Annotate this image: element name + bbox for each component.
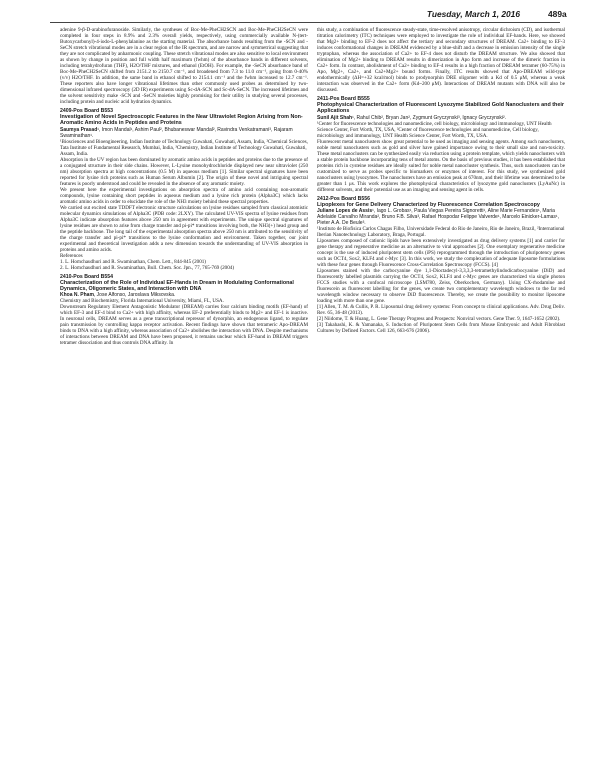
board-label: 2412-Pos Board B556 — [317, 195, 371, 202]
left-column — [60, 27, 308, 346]
abstract-title: Characterization of the Role of Individual EF-Hands in Dream in Modulating Conformational Dynamics, Oligomeric States, and Interaction with DNA — [60, 279, 294, 293]
co-authors: ¹, Rahul Chib², Bryan Jan², Zygmunt Gryczynski³, Ignacy Gryczynski². — [352, 114, 507, 121]
abstract-title: Investigation of Novel Spectroscopic Features in the Near Ultraviolet Region Arising from Non-Aromatic Amino Acids in Peptides and Proteins — [60, 114, 303, 127]
abstract-body: We present here the experimental investigations on absorption spectra of amino acid containing non-aromatic compounds, lysine containing short peptides in aqueous medium and a lysine rich protein (Alpha3C) which lacks aromatic amino acids in order to elucidate the role of the NH3 moiety behind these spectral properties. — [60, 186, 308, 205]
continuation-paragraph: this study, a combination of fluorescence steady-state, time-resolved anisotropy, circular dichroism (CD), and isothermal titration calorimetry (ITC) techniques were employed to investigate the role of individual EF-hands. Here, we showed that Mg2+ binding to EF-2 does not affect the tertiary and secondary structures of DREAM. Ca2+ binding to EF-3 induces conformational changes in DREAM evidenced by a blue-shift and a decrease in emission intensity of the single tryptophan, whereas the association of Ca2+ to EF-4 does not disturb the DREAM structure. We also showed that elimination of Mg2+ binding to DREAM results in dimerization in Apo form and increase of the dimeric fraction in Ca2+ form. In contrast, abolishment of Ca2+ binding to EF-4 results in a high fraction of DREAM tetramer (60-75%) in Apo, Mg2+, Ca2+, and Ca2+Mg2+ bound forms. Finally, ITC results showed that Apo-DREAM wild-type endothermically (ΔH=+32 kcal/mol) binds to prodynorphin DRE oligomer with a Kd of 0.5 μM, whereas a weak interaction was observed in the Ca2+ form (Kd~200 μM). Interactions of DREAM mutants with DNA will also be discussed. — [317, 27, 565, 93]
reference: [2] Niidome, T. & Huang, L. Gene Therapy Progress and Prospects: Nonviral vectors. Gene Ther. 9, 1647-1652 (2002). — [317, 316, 561, 323]
abstract-2412 — [317, 196, 565, 334]
abstract-body: We carried out excited state TDDFT electronic structure calculations on lysine residues sampled from classical atomistic molecular dynamics simulations of Alpha3C (PDB code: 2LXY). The calculated UV-VIS spectra of lysine residues from Alpha3C indicate absorption features above 250 nm in agreement with experiments. The unique spectral signatures of lysine residues are shown to arise from charge transfer and pi-pi* transitions involving both, the NH3(+) head group and the peptide backbone. The long tail of the experimental absorption spectra above 250 nm is attributed to the sensitivity of the charge transfer and pi-pi* transitions to the lysine conformation and environment. Taken together, our joint experimental and theoretical investigation adds a new dimension towards the understanding of UV-VIS absorption in proteins and amino acids. — [60, 204, 308, 253]
intro-paragraph: adenine 9-β-D-arabinofuranoside. Similarly, the syntheses of Boc-Me-PheCH2SCN and Boc-Me-PheCH2SeCN were completed in four steps in 8.9% and 2.3% overall yields, respectively, using commercially available N-(tert-Butoxycarbonyl)-4-iodo-L-phenylalanine as the starting material. The absorbance bands resulting from the -SCN and -SeCN stretch vibrational modes are in a clear region of the IR spectrum, and are narrow and symmetrical suggesting that they are not complicated by anharmonic coupling. These stretch vibrational modes are also sensitive to local environment as shown by change in position and full width half maximum (fwhm) of the absorbance bands in different solvents, including tetrahydrofuran (THF), H2O/THF mixtures, and ethanol (EtOH). For example, the -SeCN absorbance band of Boc-Me-PheCH2SeCN shifted from 2151.2 to 2150.7 cm⁻¹, and broadened from 7.3 to 11.0 cm⁻¹, going from 0-40% (v/v) H2O/THF. In addition, the same band in ethanol shifted to 2154.1 cm⁻¹ and the fwhm increased to 12.7 cm⁻¹. These reporters also have longer vibrational lifetimes than other commonly used probes as determined by two-dimensional infrared spectroscopy (2D IR) experiments using Sc-dA-SCN and Sc-dA-SeCN. The increased lifetimes and the solvent sensitivity make -SCN and -SeCN moieties highly promising for their utility in studying several processes, including protein and nucleic acid hydration dynamics. — [60, 27, 308, 105]
abstract-2411 — [317, 96, 565, 193]
header-rule — [50, 22, 560, 23]
affiliations: ¹Instituto de Biofisica Carlos Chagas Filho, Universidade Federal do Rio de Janeiro, Rio de Janeiro, Brazil, ²International Iberian Nanotechnology Laboratory, Braga, Portugal. — [317, 226, 565, 239]
reference: [3] Takahashi, K. & Yamanaka, S. Induction of Pluripotent Stem Cells from Mouse Embryonic and Adult Fibroblast Cultures by Defined Factors. Cell 126, 663-676 (2006). — [317, 322, 565, 335]
reference: 1. L. Homchaudhuri and R. Swaminathan, Chem. Lett., 844-845 (2001) — [60, 258, 206, 265]
abstract-body: Liposomes composed of cationic lipids have been extensively investigated as drug delivery systems [1] and carrier for gene therapy and regenerative medicine as an alternative to viral approaches [2]. One exemplary regenerative medicine concept is the use of induced pluripotent stem cells (iPS) reprogrammed through the introduction of pluripotency genes such as OCT4, Sox2, KLF4 and c-Myc [3]. In this work, we study the complexation of adequate liposome formulations with these four genes through Fluorescence Cross-Correlation Spectroscopy (FCCS). [4] — [317, 238, 565, 269]
abstract-title: Photophysical Characterization of Fluorescent Lysozyme Stabilized Gold Nanoclusters and their Applications — [317, 102, 564, 115]
reference: [1] Allen, T. M. & Cullis, P. R. Liposomal drug delivery systems: From concept to clinical applications. Adv. Drug Deliv. Rev. 65, 36-48 (2013). — [317, 304, 565, 317]
page-number: 489a — [548, 9, 567, 19]
affiliations: ¹Biosciences and Bioengineering, Indian Institute of Technology Guwahati, Guwahati, Assam, India, ²Chemical Sciences, Tata Institute of Fundamental Research, Mumbai, India, ³Chemistry, Indian Institute of Technology Guwahati, Guwahati, Assam, India. — [60, 138, 308, 157]
presenting-author: Juliane Lopes de Assis — [317, 208, 373, 215]
co-authors: ¹, Iago L. Grobas¹, Paula Viegas Pereira Signoretti¹, Aline Marie Fernandes¹, Maria Adelaide Carvalho Miranda², Bruno F.B. Silva³, Rafael Hospodar Felippe Valverde¹, Marcelo Einicker-Lamas¹, Pieter A.A. De Beule³. — [317, 208, 559, 227]
co-authors: , Jose Alfonso, Jaroslava Miksovska. — [93, 292, 176, 299]
abstract-body: Liposomes stained with the carbocyanine dye 1,1-Dioctadecyl-3,3,3,3-tetramethylindodicarbocyanine (DiD) and fluorescently labelled plasmids carrying the OCT4, Sox2, KLF4 and c-Myc genes are characterized via single photon FCCS studies with a confocal microscope (LSM780, Zeiss, Oberkochen, Germany). Using CX-rhodamine and fluorescein as fluorescent labelling for the genes, we create two complementary wavelength windows to the far red wavelength window necessary to observe DiD fluorescence. Thereby, we create the possibility to monitor liposome loading with more than one gene. — [317, 268, 565, 305]
abstract-2410 — [60, 274, 308, 347]
affiliations: ¹Center for fluorescence technologies and nanomedicine, cell biology, microbiology and immunology, UNT Health Science Center, Fort Worth, TX, USA, ²Center of fluorescence technologies and nanomedicine, Cell biology, microbiology and immunology, UNT Health Science Center, Fort Worth, TX, USA. — [317, 120, 552, 139]
issue-date: Tuesday, March 1, 2016 — [426, 9, 520, 19]
abstract-body: Absorption in the UV region has been dominated by aromatic amino acids in peptides and proteins due to the presence of a conjugated structure in their side chains. However, L-Lysine monohydrochloride displayed new near ultraviolet (250 nm) absorption spectra at high concentrations (0.5 M) in aqueous medium [1]. Similar spectral signatures have been reported for lysine rich proteins such as Human Serum Albumin [2]. The origin of these novel and intriguing spectral features is poorly understood and could be revealed in the absence of any aromatic moiety. — [60, 156, 308, 187]
abstract-2409 — [60, 108, 308, 271]
presenting-author: Sunil Ajit Shah — [317, 114, 353, 121]
board-label: 2409-Pos Board B553 — [60, 108, 114, 114]
author-list — [317, 208, 565, 226]
references-heading: References — [60, 252, 83, 259]
board-label: 2411-Pos Board B555 — [317, 96, 370, 102]
abstract-body: Downstream Regulatory Element Antagonistic Modulator (DREAM) carries four calcium binding motifs (EF-hand) of which EF-3 and EF-4 bind to Ca2+ with high affinity, whereas EF-2 preferentially binds to Mg2+ and EF-1 is inactive. In neuronal cells, DREAM serves as a gene transcriptional repressor of dynorphin, an endogenous ligand, to regulate pain transmission by controlling kappa receptor activation. Recent findings have shown that tetrameric Apo-DREAM binds to DNA with a high affinity, whereas association of Ca2+ abolishes the interaction with DNA. Despite mechanisms of interactions between DREAM and DNA have been proposed, it remains unclear which EF-hand in DREAM triggers tetramer dissociation and thus controls DNA affinity. In — [60, 304, 308, 347]
abstract-title: Lipoplexes for Gene Delivery Characterized by Fluorescence Correlation Spectroscopy — [317, 201, 540, 208]
presenting-author: Khoa N. Pham — [60, 292, 94, 299]
right-column — [317, 27, 565, 334]
co-authors: ¹, Imon Mandal¹, Ashim Paul², Bhubaneswar Mandal², Ravindra Venkatramani³, Rajaram Swaminathan¹. — [60, 126, 293, 139]
author-list — [60, 127, 308, 139]
reference: 2. L. Homchaudhuri and R. Swaminathan, Bull. Chem. Soc. Jpn., 77, 765-769 (2004) — [60, 264, 235, 271]
affiliations: Chemistry and Biochemistry, Florida International University, Miami, FL, USA. — [60, 298, 224, 305]
board-label: 2410-Pos Board B554 — [60, 273, 114, 280]
presenting-author: Saumya Prasad — [60, 126, 98, 133]
abstract-body: Fluorescent metal nanoclusters show great potential to be used as imaging and sensing agents. Among such nanoclusters, noble metal nanoclusters such as gold and silver have gained importance owing to their small size and non-toxicity. These metal nanoclusters can be synthesized easily via reduction using a protein template, which yields nanoclusters with a stable protein backbone incorporating tens of metal atoms. On the basis of previous studies, it has been established that proteins rich in cysteine residues are ideally suited for noble metal nanocluster synthesis. Thus, such nanoclusters can be customized to serve as probes specific to biomarkers or enzymes of interest. For this study, we synthesized gold nanoclusters using lysozymes. The nanoclusters have an emission peak at 670nm, and their lifetime was determined to be greater than 1 μs. This work explores the photophysical characteristics of lysozyme gold nanoclusters (LyAuNc) in different solvents, and their potential use as an imaging and sensing agent in cells. — [317, 138, 565, 193]
